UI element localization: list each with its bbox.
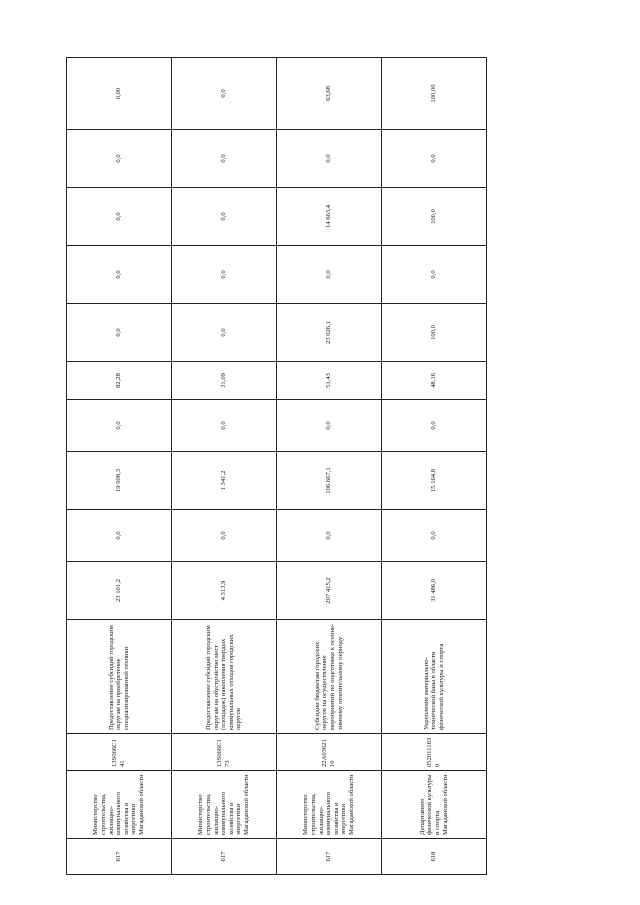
value-col4: 0,0 <box>277 400 382 452</box>
table-row <box>172 58 277 875</box>
row-organization: Министерство строительства, жилищно-коммунального хозяйства и энергетики Магаданской области <box>172 771 277 839</box>
value-col9: 0,0 <box>382 130 487 188</box>
value-col8: 100,0 <box>382 188 487 246</box>
value-plan: 207 415,2 <box>277 562 382 620</box>
value-percent: 31,09 <box>172 362 277 400</box>
value-col7: 0,0 <box>277 246 382 304</box>
value-col2: 0,0 <box>67 510 172 562</box>
value-col4: 0,0 <box>67 400 172 452</box>
row-code: 618 <box>382 839 487 875</box>
row-organization: Министерство строительства, жилищно-коммунального хозяйства и энергетики Магаданской области <box>67 771 172 839</box>
value-plan: 23 101,2 <box>67 562 172 620</box>
value-col9: 0,0 <box>67 130 172 188</box>
value-col8: 14 663,4 <box>277 188 382 246</box>
value-col3: 19 008,3 <box>67 452 172 510</box>
row-purpose: Предоставление субсидий городским округам на приобретение специализированной техники <box>67 620 172 734</box>
value-col10: 63,68 <box>277 58 382 130</box>
value-percent: 82,28 <box>67 362 172 400</box>
value-col9: 0,0 <box>172 130 277 188</box>
value-col3: 15 164,8 <box>382 452 487 510</box>
row-kbk: 0520111830 <box>382 734 487 771</box>
value-col9: 0,0 <box>277 130 382 188</box>
value-col2: 0,0 <box>172 510 277 562</box>
row-purpose: Предоставление субсидий городским округам на обустройство мест (площадок) накопления твердых коммунальных отходов городских округов <box>172 620 277 734</box>
value-percent: 48,16 <box>382 362 487 400</box>
table-row <box>277 58 382 875</box>
value-col8: 0,0 <box>67 188 172 246</box>
value-plan: 4 313,9 <box>172 562 277 620</box>
value-col7: 0,0 <box>172 246 277 304</box>
value-col2: 0,0 <box>277 510 382 562</box>
row-organization: Департамент физической культуры и спорта Магаданской области <box>382 771 487 839</box>
value-col6: 100,0 <box>382 304 487 362</box>
value-col10: 0,0 <box>172 58 277 130</box>
row-kbk: 13S066С141 <box>67 734 172 771</box>
value-percent: 51,43 <box>277 362 382 400</box>
table-row <box>382 58 487 875</box>
row-code: 617 <box>67 839 172 875</box>
value-col7: 0,0 <box>382 246 487 304</box>
value-col4: 0,0 <box>382 400 487 452</box>
value-col10: 0,00 <box>67 58 172 130</box>
value-col2: 0,0 <box>382 510 487 562</box>
value-col10: 100,00 <box>382 58 487 130</box>
table-row <box>67 58 172 875</box>
value-col8: 0,0 <box>172 188 277 246</box>
row-organization: Министерство строительства, жилищно-коммунального хозяйства и энергетики Магаданской области <box>277 771 382 839</box>
value-plan: 31 486,0 <box>382 562 487 620</box>
value-col7: 0,0 <box>67 246 172 304</box>
value-col3: 106 667,1 <box>277 452 382 510</box>
value-col3: 1 341,2 <box>172 452 277 510</box>
value-col4: 0,0 <box>172 400 277 452</box>
row-kbk: 22А0362110 <box>277 734 382 771</box>
value-col6: 0,0 <box>67 304 172 362</box>
row-kbk: 13S066С173 <box>172 734 277 771</box>
value-col6: 23 026,1 <box>277 304 382 362</box>
rotated-table-wrapper <box>66 60 486 875</box>
budget-table <box>66 57 487 875</box>
row-purpose: Укрепление материально-технической базы в области физической культуры и спорта <box>382 620 487 734</box>
row-code: 617 <box>277 839 382 875</box>
row-purpose: Субсидии бюджетам городских округов на осуществление мероприятий по подготовке к осенне-зимнему отопительному периоду <box>277 620 382 734</box>
row-code: 617 <box>172 839 277 875</box>
table-body <box>67 58 487 875</box>
value-col6: 0,0 <box>172 304 277 362</box>
